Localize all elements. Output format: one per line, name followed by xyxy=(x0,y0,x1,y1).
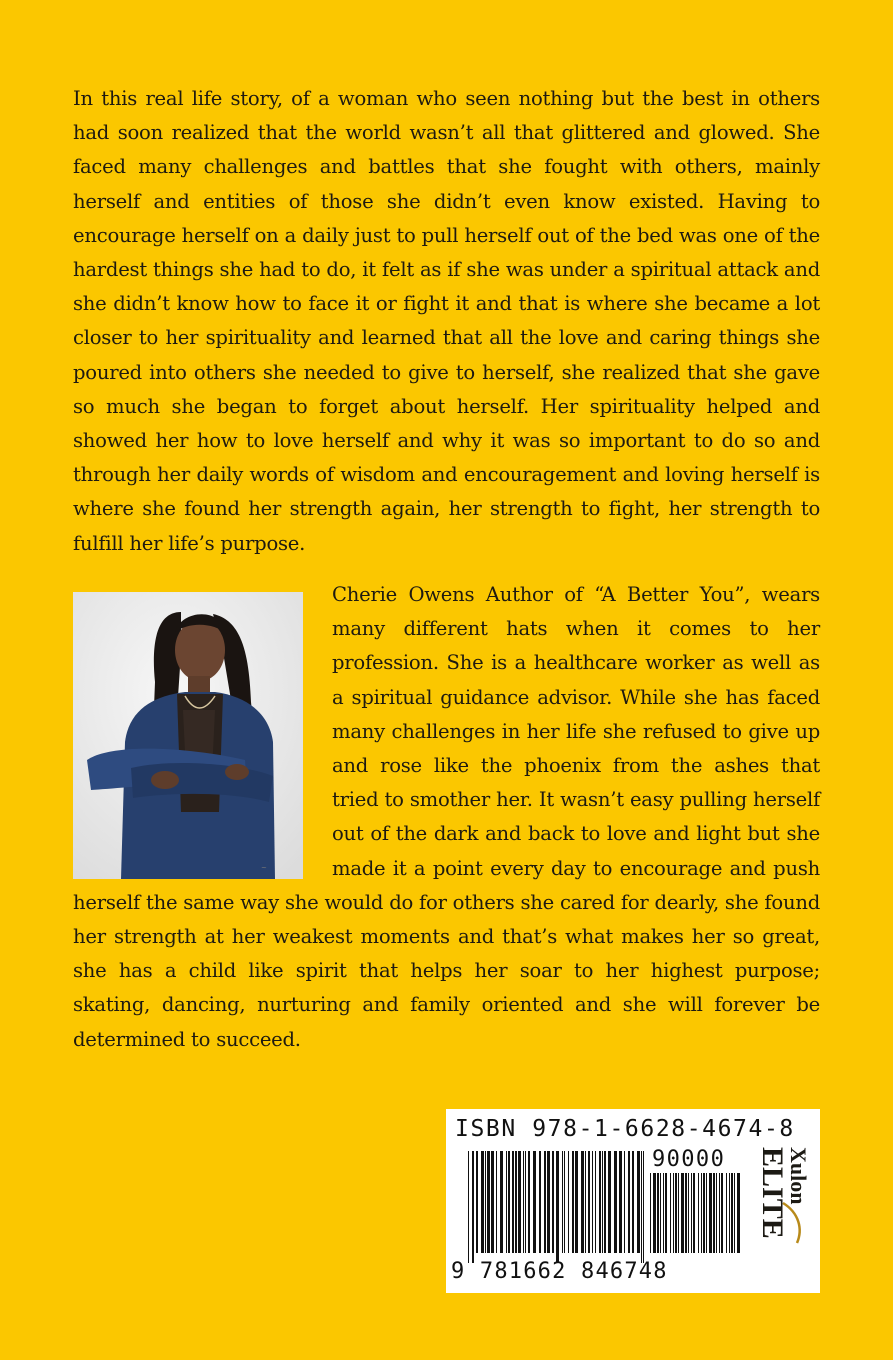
barcode-bar xyxy=(481,1151,484,1253)
barcode-bar xyxy=(628,1151,630,1253)
back-cover-blurb: In this real life story, of a woman who seen nothing but the best in others had soon realized that the world wasn’t all that glittered and glowed. She faced many challenges and battles that she fought with others, mainly herself and entities of those she didn’t even know existed. Having to encourage herself on a daily just to pull herself out of the bed was one of the hardest things she had to do, it felt as if she was under a spiritual attack and she didn’t know how to face it or fight it and that is where she became a lot closer to her spirituality and learned that all the love and caring things she poured into others she needed to give to herself, she realized that she gave so much she began to forget about herself. Her spirituality helped and showed her how to love herself and why it was so important to do so and through her daily words of wisdom and encouragement and loving herself is where she found her strength again, her strength to fight, her strength to fulfill her life’s purpose. xyxy=(73,87,820,555)
barcode-bar xyxy=(706,1173,707,1253)
barcode-bar xyxy=(585,1151,586,1253)
author-photo xyxy=(73,592,303,879)
barcode-bar xyxy=(592,1151,593,1253)
barcode-bar xyxy=(737,1173,740,1253)
barcode-bar xyxy=(685,1173,687,1253)
barcode-bar xyxy=(614,1151,617,1253)
barcode-bar xyxy=(487,1151,490,1253)
barcode-bar xyxy=(491,1151,494,1253)
barcode-bar xyxy=(619,1151,622,1253)
barcode-bar xyxy=(528,1151,530,1253)
barcode-bar xyxy=(568,1151,569,1253)
barcode-bar xyxy=(637,1151,640,1253)
addon-barcode-bars xyxy=(650,1173,740,1263)
barcode-bar xyxy=(512,1151,514,1253)
barcode-bar xyxy=(721,1173,723,1253)
barcode-bar xyxy=(496,1151,497,1253)
barcode-bar xyxy=(681,1173,684,1253)
barcode-bar xyxy=(729,1173,730,1253)
barcode-bar xyxy=(564,1151,565,1253)
barcode-bar xyxy=(678,1173,679,1253)
barcode-bar xyxy=(734,1173,735,1253)
barcode-bar xyxy=(588,1151,590,1253)
barcode-bar xyxy=(688,1173,689,1253)
barcode-bar xyxy=(703,1173,705,1253)
svg-text:~: ~ xyxy=(261,864,267,872)
barcode-bar xyxy=(691,1173,692,1253)
barcode-bars xyxy=(468,1151,644,1263)
barcode-bar xyxy=(693,1173,695,1253)
barcode-bar xyxy=(713,1173,715,1253)
barcode-bar xyxy=(581,1151,584,1253)
barcode-bar xyxy=(632,1151,634,1253)
barcode-bar xyxy=(650,1173,651,1253)
barcode-bar xyxy=(575,1151,578,1253)
barcode-bar xyxy=(643,1151,644,1263)
barcode-bar xyxy=(602,1151,603,1253)
barcode-bar xyxy=(533,1151,536,1253)
barcode-bar xyxy=(595,1151,596,1253)
barcode-bar xyxy=(641,1151,642,1263)
barcode-bar xyxy=(525,1151,526,1253)
logo-line1: Xulon xyxy=(786,1147,811,1205)
barcode-bar xyxy=(670,1173,671,1253)
barcode-bar xyxy=(518,1151,521,1253)
barcode-bar xyxy=(556,1151,559,1263)
barcode-bar xyxy=(716,1173,717,1253)
barcode-bar xyxy=(726,1173,727,1253)
barcode-bar xyxy=(547,1151,550,1253)
isbn-digits: 9 781662 846748 xyxy=(451,1259,668,1284)
isbn-barcode xyxy=(446,1109,820,1293)
barcode-bar xyxy=(663,1173,664,1253)
barcode-bar xyxy=(562,1151,563,1253)
barcode-bar xyxy=(552,1151,554,1253)
barcode-bar xyxy=(701,1173,702,1253)
barcode-bar xyxy=(508,1151,510,1253)
barcode-bar xyxy=(698,1173,699,1253)
barcode-bar xyxy=(472,1151,474,1263)
publisher-logo xyxy=(753,1143,813,1263)
barcode-bar xyxy=(608,1151,611,1253)
barcode-bar xyxy=(604,1151,606,1253)
barcode-bar xyxy=(485,1151,486,1253)
barcode-bar xyxy=(653,1173,656,1253)
barcode-bar xyxy=(673,1173,674,1253)
price-code: 90000 xyxy=(652,1147,726,1172)
barcode-bar xyxy=(523,1151,524,1253)
barcode-bar xyxy=(657,1173,659,1253)
barcode-bar xyxy=(665,1173,667,1253)
barcode-bar xyxy=(539,1151,541,1253)
barcode-bar xyxy=(731,1173,733,1253)
barcode-bar xyxy=(709,1173,712,1253)
barcode-bar xyxy=(515,1151,517,1253)
barcode-bar xyxy=(660,1173,661,1253)
barcode-bar xyxy=(599,1151,601,1253)
barcode-bar xyxy=(506,1151,507,1253)
barcode-bar xyxy=(572,1151,574,1253)
barcode-bar xyxy=(544,1151,546,1253)
barcode-bar xyxy=(624,1151,625,1253)
barcode-bar xyxy=(719,1173,720,1253)
isbn-label: ISBN 978-1-6628-4674-8 xyxy=(455,1116,795,1142)
author-bio: Cherie Owens Author of “A Better You”, wears many different hats when it comes to her profession. She is a healthcare worker as well as a spiritual guidance advisor. While she has faced many challenges in her life she refused to give up and rose like the phoenix from the ashes that tried to smother her. It wasn’t easy pulling herself out of the dark and back to love and light but she made it a point every day to encourage and push herself the same way she would do for others she cared for dearly, she found her strength at her weakest moments and that’s what makes her so great, she has a child like spirit that helps her soar to her highest purpose; skating, dancing, nurturing and family oriented and she will forever be determined to succeed. xyxy=(73,583,820,1051)
barcode-bar xyxy=(468,1151,469,1263)
barcode-bar xyxy=(500,1151,503,1253)
barcode-bar xyxy=(675,1173,677,1253)
author-bio-section xyxy=(73,578,820,1057)
barcode-bar xyxy=(476,1151,478,1253)
logo-line2: ELITE xyxy=(756,1147,789,1239)
